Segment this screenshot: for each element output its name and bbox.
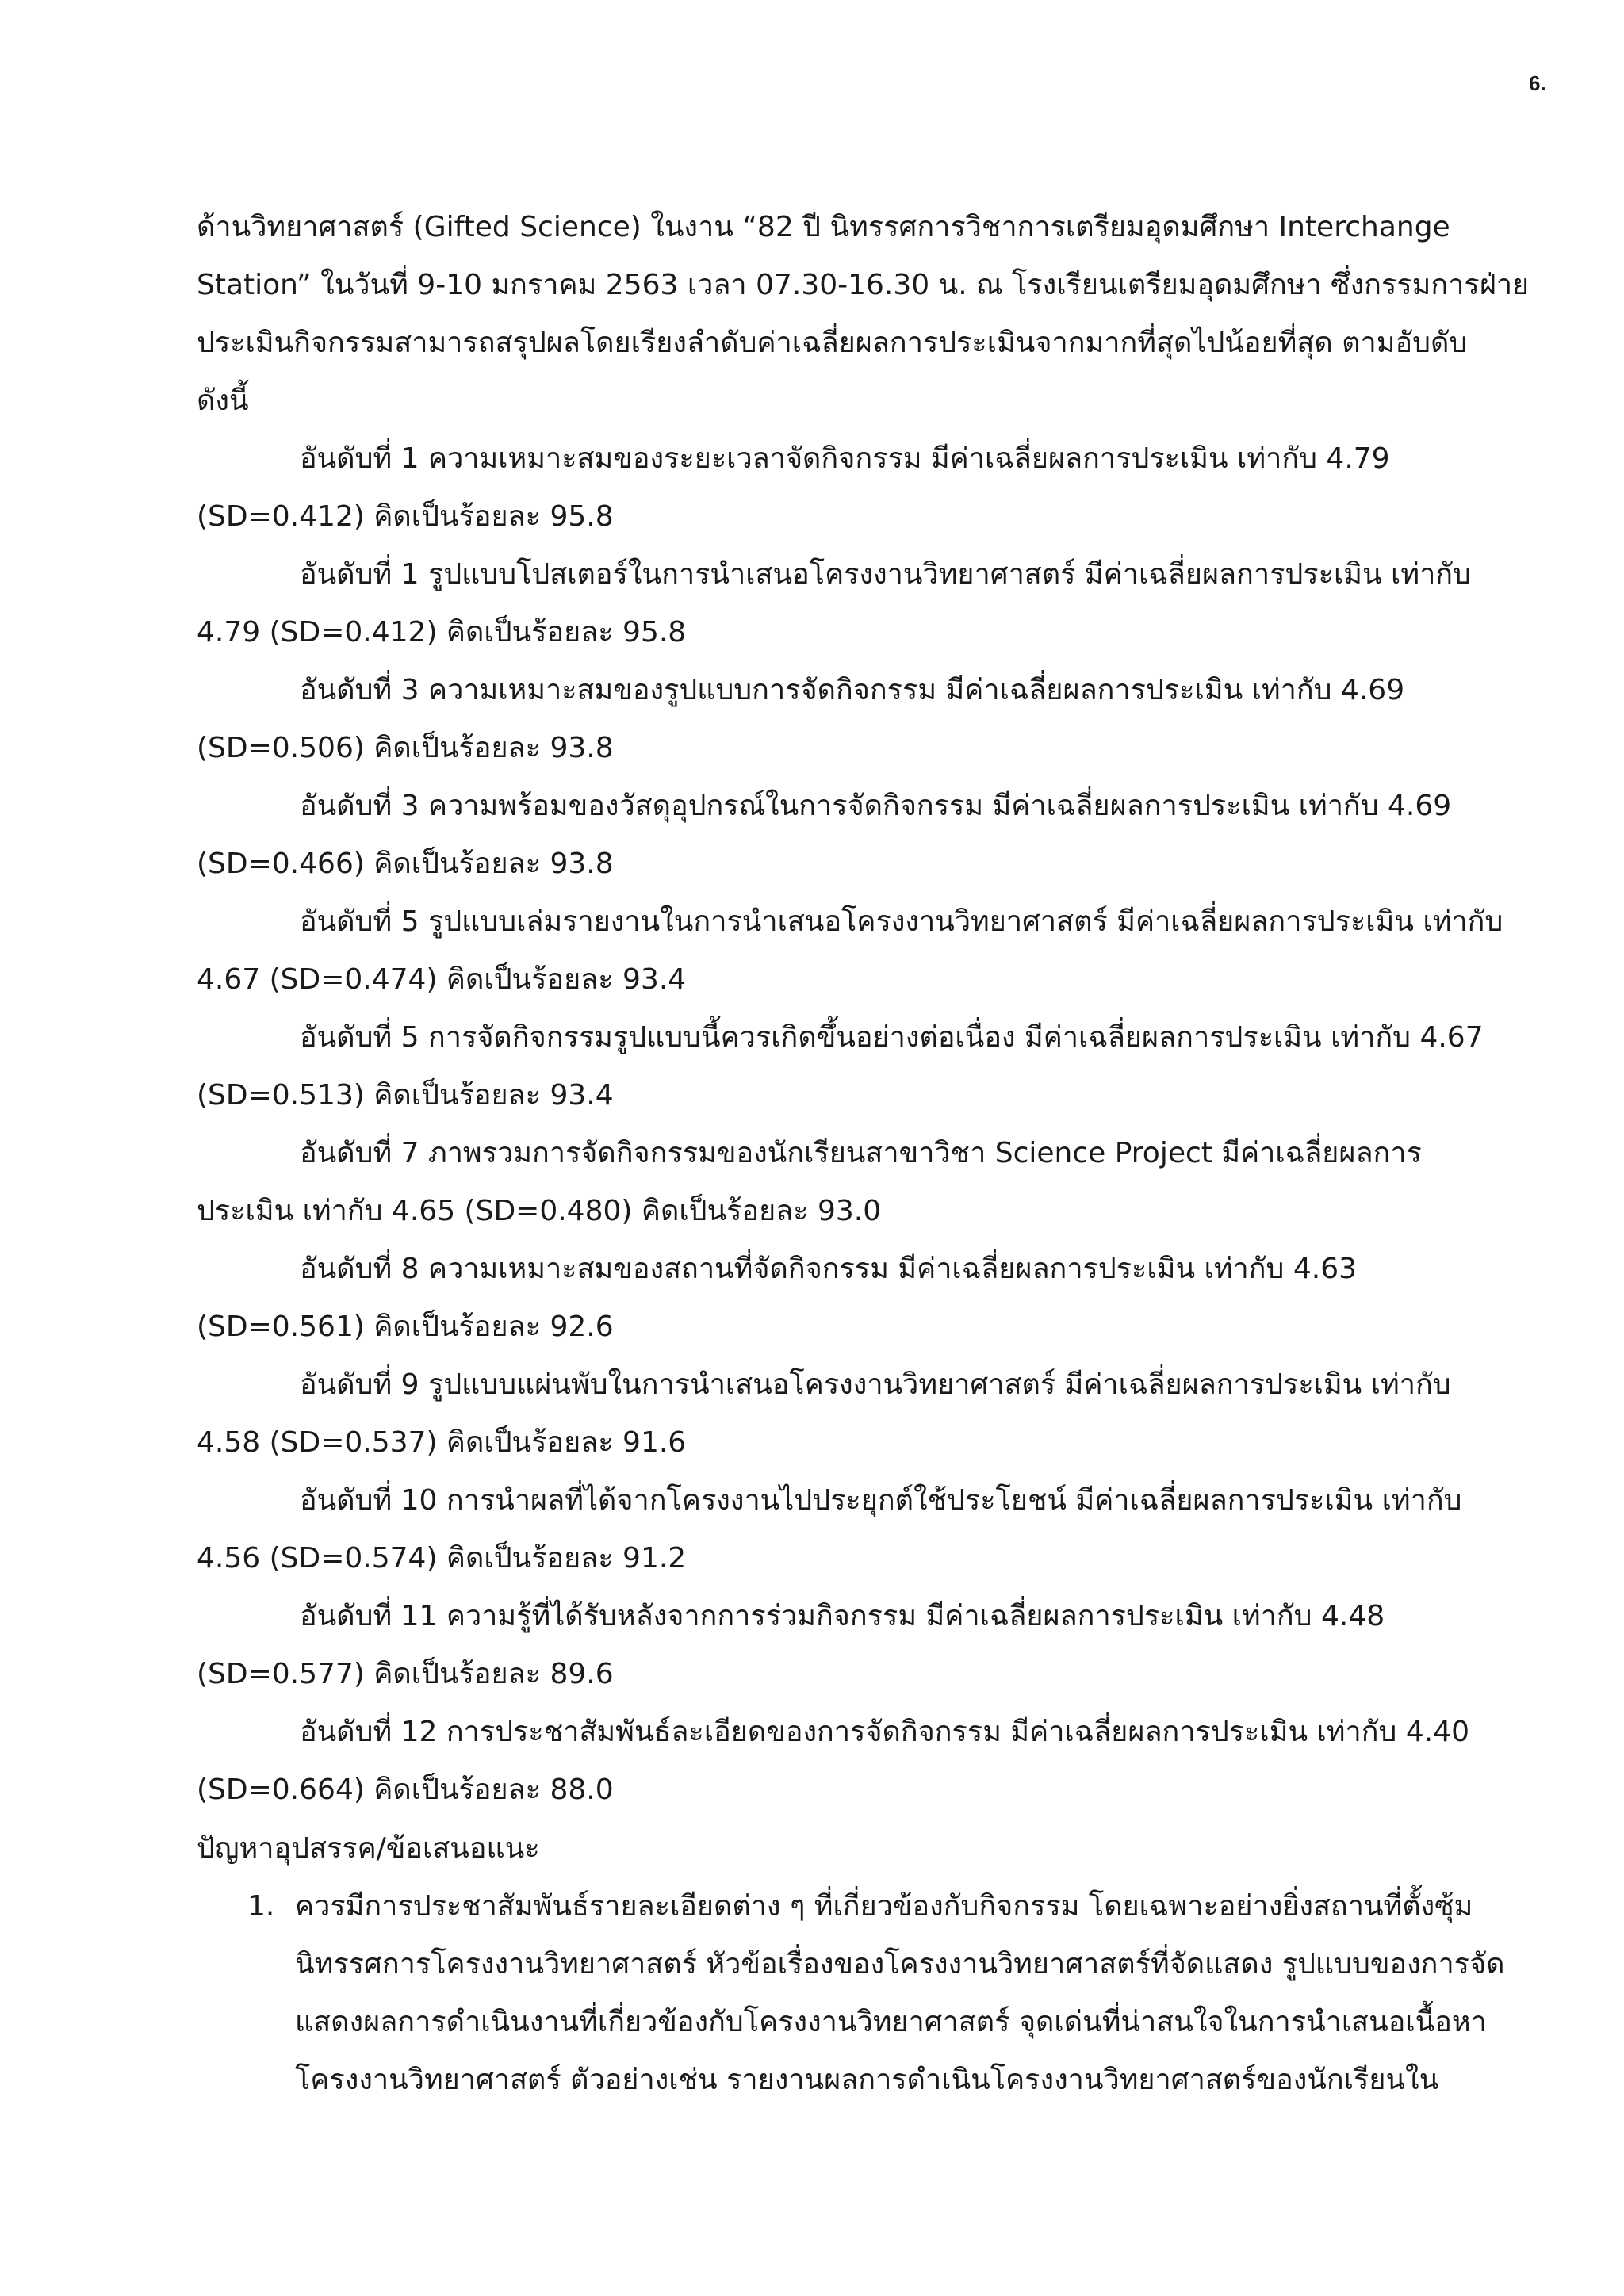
ranking-line: อันดับที่ 12 การประชาสัมพันธ์ละเอียดของการจัดกิจกรรม มีค่าเฉลี่ยผลการประเมิน เท่ากับ 4.40 [300,1716,1469,1748]
ranking-paragraph [197,1356,1481,1471]
problems-list [197,1877,1505,2109]
ranking-line: (SD=0.577) คิดเป็นร้อยละ 89.6 [197,1658,614,1690]
ranking-paragraph [197,430,1481,545]
list-item [197,1877,1505,2109]
ranking-paragraph [197,1587,1481,1703]
ranking-paragraph [197,1471,1481,1587]
ranking-line: (SD=0.513) คิดเป็นร้อยละ 93.4 [197,1079,614,1112]
ranking-line: 4.58 (SD=0.537) คิดเป็นร้อยละ 91.6 [197,1426,687,1459]
ranking-line: อันดับที่ 9 รูปแบบแผ่นพับในการนำเสนอโครงงานวิทยาศาสตร์ มีค่าเฉลี่ยผลการประเมิน เท่ากับ [300,1368,1451,1401]
ranking-paragraph [197,1703,1481,1819]
problems-heading: ปัญหาอุปสรรค/ข้อเสนอแนะ [197,1832,540,1865]
ranking-paragraph [197,1124,1481,1240]
ranking-line: (SD=0.664) คิดเป็นร้อยละ 88.0 [197,1774,614,1806]
intro-line: ประเมินกิจกรรมสามารถสรุปผลโดยเรียงลำดับค่าเฉลี่ยผลการประเมินจากมากที่สุดไปน้อยที่สุด ตามอับดับ [197,327,1468,359]
list-number: 1. [247,1890,275,1923]
ranking-paragraph [197,1240,1481,1356]
ranking-paragraph [197,545,1481,661]
ranking-line: (SD=0.506) คิดเป็นร้อยละ 93.8 [197,732,614,764]
ranking-line: อันดับที่ 11 ความรู้ที่ได้รับหลังจากการร่วมกิจกรรม มีค่าเฉลี่ยผลการประเมิน เท่ากับ 4.48 [300,1600,1385,1632]
ranking-paragraph [197,1008,1484,1124]
ranking-line: (SD=0.561) คิดเป็นร้อยละ 92.6 [197,1311,614,1343]
ranking-line: อันดับที่ 8 ความเหมาะสมของสถานที่จัดกิจกรรม มีค่าเฉลี่ยผลการประเมิน เท่ากับ 4.63 [300,1253,1358,1285]
ranking-line: อันดับที่ 3 ความเหมาะสมของรูปแบบการจัดกิจกรรม มีค่าเฉลี่ยผลการประเมิน เท่ากับ 4.69 [300,674,1405,706]
list-item-line: โครงงานวิทยาศาสตร์ ตัวอย่างเช่น รายงานผลการดำเนินโครงงานวิทยาศาสตร์ของนักเรียนใน [295,2064,1439,2096]
list-item-line: แสดงผลการดำเนินงานที่เกี่ยวข้องกับโครงงานวิทยาศาสตร์ จุดเด่นที่น่าสนใจในการนำเสนอเนื้อหา [295,2006,1487,2038]
ranking-paragraph [197,893,1503,1008]
page-number: 6. [1529,71,1546,95]
ranking-paragraph [197,661,1481,777]
body-text [197,198,1530,1819]
ranking-line: 4.67 (SD=0.474) คิดเป็นร้อยละ 93.4 [197,963,687,996]
intro-line: Station” ในวันที่ 9-10 มกราคม 2563 เวลา 07.30-16.30 น. ณ โรงเรียนเตรียมอุดมศึกษา ซึ่งกรรมการฝ่าย [197,269,1530,301]
ranking-line: อันดับที่ 1 รูปแบบโปสเตอร์ในการนำเสนอโครงงานวิทยาศาสตร์ มีค่าเฉลี่ยผลการประเมิน เท่ากับ [300,558,1471,591]
ranking-line: (SD=0.466) คิดเป็นร้อยละ 93.8 [197,848,614,880]
list-item-line: นิทรรศการโครงงานวิทยาศาสตร์ หัวข้อเรื่องของโครงงานวิทยาศาสตร์ที่จัดแสดง รูปแบบของการจัด [295,1948,1505,1980]
ranking-line: อันดับที่ 3 ความพร้อมของวัสดุอุปกรณ์ในการจัดกิจกรรม มีค่าเฉลี่ยผลการประเมิน เท่ากับ 4.69 [300,790,1452,822]
list-item-line: ควรมีการประชาสัมพันธ์รายละเอียดต่าง ๆ ที่เกี่ยวข้องกับกิจกรรม โดยเฉพาะอย่างยิ่งสถานที่ตั้งซุ้ม [295,1890,1473,1923]
ranking-line: ประเมิน เท่ากับ 4.65 (SD=0.480) คิดเป็นร้อยละ 93.0 [197,1195,882,1227]
ranking-line: 4.56 (SD=0.574) คิดเป็นร้อยละ 91.2 [197,1542,687,1575]
intro-line: ดังนี้ [197,385,249,417]
ranking-line: อันดับที่ 10 การนำผลที่ได้จากโครงงานไปประยุกต์ใช้ประโยชน์ มีค่าเฉลี่ยผลการประเมิน เท่ากับ [300,1484,1462,1517]
ranking-line: อันดับที่ 5 การจัดกิจกรรมรูปแบบนี้ควรเกิดขึ้นอย่างต่อเนื่อง มีค่าเฉลี่ยผลการประเมิน เท่ากับ 4.67 [300,1021,1484,1054]
ranking-line: (SD=0.412) คิดเป็นร้อยละ 95.8 [197,500,614,533]
ranking-line: 4.79 (SD=0.412) คิดเป็นร้อยละ 95.8 [197,616,687,649]
intro-line: ด้านวิทยาศาสตร์ (Gifted Science) ในงาน “82 ปี นิทรรศการวิชาการเตรียมอุดมศึกษา Interchange [197,211,1450,243]
ranking-line: อันดับที่ 7 ภาพรวมการจัดกิจกรรมของนักเรียนสาขาวิชา Science Project มีค่าเฉลี่ยผลการ [300,1137,1422,1169]
ranking-paragraph [197,777,1481,893]
ranking-line: อันดับที่ 5 รูปแบบเล่มรายงานในการนำเสนอโครงงานวิทยาศาสตร์ มีค่าเฉลี่ยผลการประเมิน เท่ากับ [300,905,1503,938]
ranking-line: อันดับที่ 1 ความเหมาะสมของระยะเวลาจัดกิจกรรม มีค่าเฉลี่ยผลการประเมิน เท่ากับ 4.79 [300,442,1390,475]
